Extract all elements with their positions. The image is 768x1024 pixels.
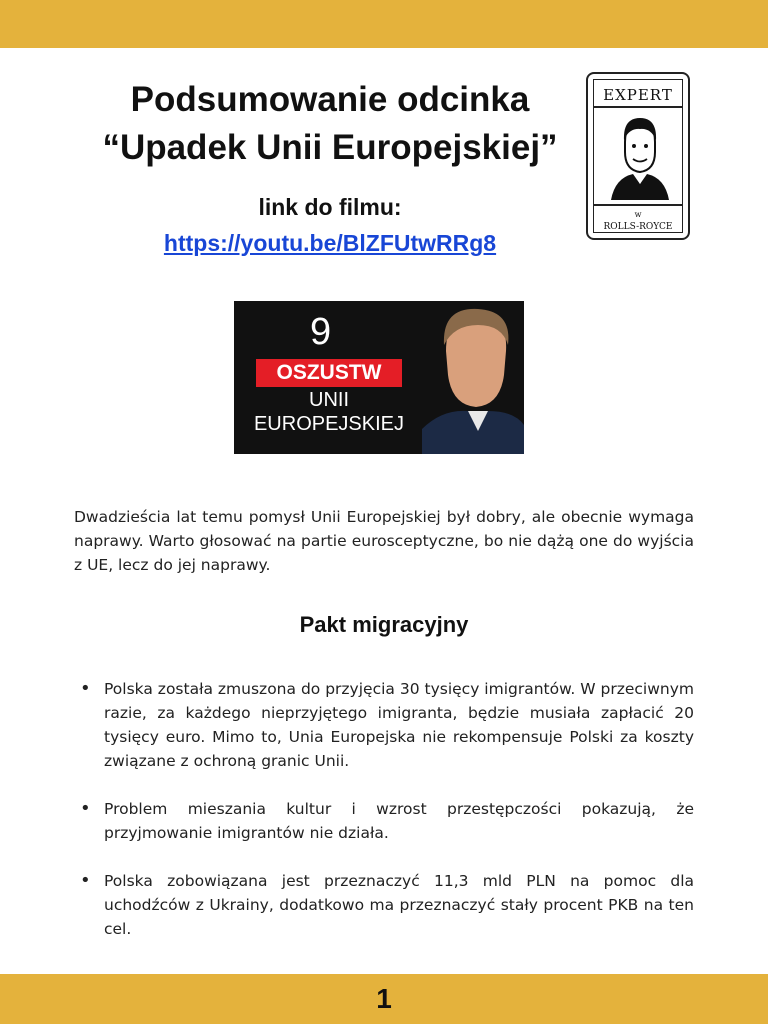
list-item: • Problem mieszania kultur i wzrost przestępczości pokazują, że przyjmowanie imigrantów nie działa. — [74, 797, 694, 845]
top-band — [0, 0, 768, 48]
title-line-2: “Upadek Unii Europejskiej” — [102, 128, 558, 167]
link-label: link do filmu: — [258, 194, 402, 220]
badge-divider-top — [594, 106, 682, 108]
presenter-photo-icon — [422, 301, 524, 454]
bullet-list — [74, 677, 694, 965]
thumbnail-line-2: UNII — [309, 389, 349, 411]
thumbnail-number: 9 — [310, 311, 332, 353]
portrait-icon — [605, 112, 675, 204]
page-title — [40, 76, 620, 172]
list-item: • Polska została zmuszona do przyjęcia 30 tysięcy imigrantów. W przeciwnym razie, za każdego nieprzyjętego imigranta, będzie musiała zapłacić 20 tysięcy euro. Mimo to, Unia Europejska nie rekompensuje Polski za koszty związane z ochroną granic Unii. — [74, 677, 694, 773]
badge-frame — [593, 79, 683, 233]
page-number: 1 — [376, 983, 392, 1014]
badge-bottom-text: ROLLS-ROYCE — [603, 222, 673, 232]
badge-divider-bottom — [594, 204, 682, 206]
bottom-band — [0, 974, 768, 1024]
expert-badge-logo — [586, 72, 690, 240]
video-thumbnail[interactable] — [234, 301, 524, 454]
section-title: Pakt migracyjny — [299, 612, 469, 637]
list-item: • Polska zobowiązana jest przeznaczyć 11,3 mld PLN na pomoc dla uchodźców z Ukrainy, dodatkowo ma przeznaczyć stały procent PKB na ten cel. — [74, 869, 694, 941]
badge-w-text: w — [634, 210, 642, 219]
intro-paragraph: Dwadzieścia lat temu pomysł Unii Europejskiej był dobry, ale obecnie wymaga naprawy. Warto głosować na partie eurosceptyczne, bo nie dążą one do wyjścia z UE, lecz do jej naprawy. — [74, 508, 694, 574]
video-link[interactable]: https://youtu.be/BlZFUtwRRg8 — [163, 230, 497, 256]
badge-top-text: EXPERT — [603, 86, 673, 104]
thumbnail-red-label: OSZUSTW — [256, 359, 402, 387]
title-line-1: Podsumowanie odcinka — [130, 80, 530, 119]
thumbnail-line-3: EUROPEJSKIEJ — [253, 413, 405, 435]
